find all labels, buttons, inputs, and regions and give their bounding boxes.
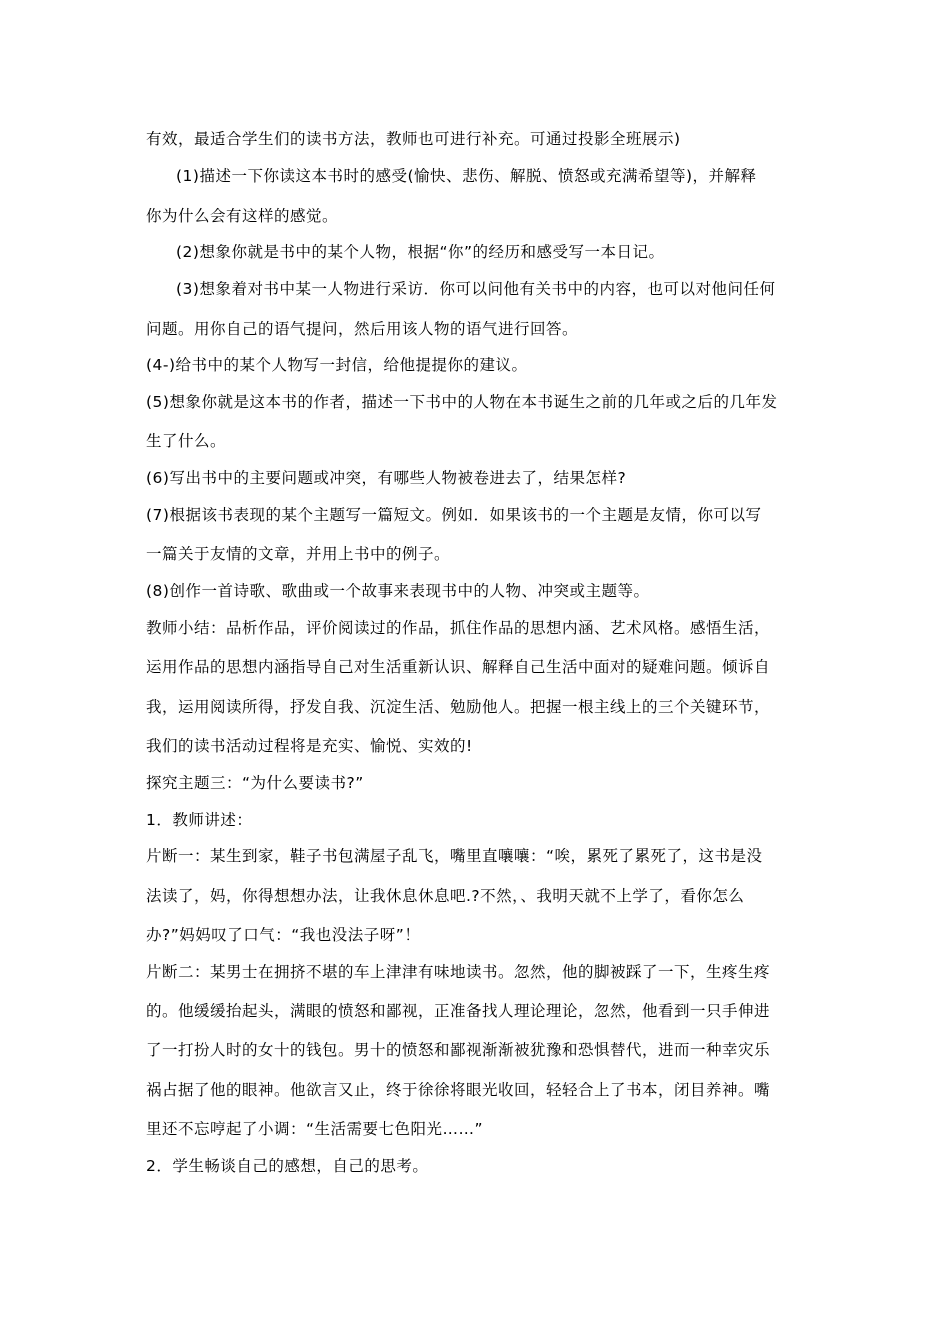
text-line: 一篇关于友情的文章，并用上书中的例子。 <box>146 545 451 563</box>
text-line: (3)想象着对书中某一人物进行采访．你可以问他有关书中的内容，也可以对他问任何 <box>176 280 776 298</box>
text-line: (2)想象你就是书中的某个人物，根据“你”的经历和感受写一本日记。 <box>176 243 665 261</box>
text-line: 教师小结：品析作品，评价阅读过的作品，抓住作品的思想内涵、艺术风格。感悟生活， <box>146 619 771 637</box>
text-line: (1)描述一下你读这本书时的感受(愉快、悲伤、解脱、愤怒或充满希望等)，并解释 <box>176 167 757 185</box>
text-line: (6)写出书中的主要问题或冲突，有哪些人物被卷进去了，结果怎样? <box>146 469 627 487</box>
text-line: 法读了，妈，你得想想办法，让我休息休息吧.?不然，、我明天就不上学了，看你怎么 <box>146 887 745 905</box>
text-line: 问题。用你自己的语气提问，然后用该人物的语气进行回答。 <box>146 320 579 338</box>
text-line: 的。他缓缓抬起头，满眼的愤怒和鄙视，正准备找人理论理论，忽然，他看到一只手伸进 <box>146 1002 771 1020</box>
text-line: 我，运用阅读所得，抒发自我、沉淀生活、勉励他人。把握一根主线上的三个关键环节， <box>146 698 771 716</box>
text-line: (5)想象你就是这本书的作者，描述一下书中的人物在本书诞生之前的几年或之后的几年发 <box>146 393 778 411</box>
text-line: 片断一：某生到家，鞋子书包满屋子乱飞，嘴里直嚷嚷：“唉，累死了累死了，这书是没 <box>146 847 763 865</box>
text-line: 办?”妈妈叹了口气：“我也没法子呀”！ <box>146 926 421 944</box>
text-line: 生了什么。 <box>146 432 227 450</box>
text-line: 片断二：某男士在拥挤不堪的车上津津有味地读书。忽然，他的脚被踩了一下，生疼生疼 <box>146 963 771 981</box>
text-line: (8)创作一首诗歌、歌曲或一个故事来表现书中的人物、冲突或主题等。 <box>146 582 650 600</box>
text-line: 我们的读书活动过程将是充实、愉悦、实效的! <box>146 737 473 755</box>
text-line: 运用作品的思想内涵指导自己对生活重新认识、解释自己生活中面对的疑难问题。倾诉自 <box>146 658 771 676</box>
text-line: 2．学生畅谈自己的感想，自己的思考。 <box>146 1157 429 1175</box>
text-line: 祸占据了他的眼神。他欲言又止，终于徐徐将眼光收回，轻轻合上了书本，闭目养神。嘴 <box>146 1081 771 1099</box>
text-line: 你为什么会有这样的感觉。 <box>146 207 339 225</box>
text-line: 探究主题三：“为什么要读书?” <box>146 774 364 792</box>
text-line: (4-)给书中的某个人物写一封信，给他提提你的建议。 <box>146 356 528 374</box>
text-line: 了一打扮人时的女十的钱包。男十的愤怒和鄙视渐渐被犹豫和恐惧替代，进而一种幸灾乐 <box>146 1041 771 1059</box>
text-line: (7)根据该书表现的某个主题写一篇短文。例如．如果该书的一个主题是友情，你可以写 <box>146 506 762 524</box>
text-line: 里还不忘哼起了小调：“生活需要七色阳光……” <box>146 1120 484 1138</box>
text-line: 1．教师讲述： <box>146 811 253 829</box>
text-line: 有效，最适合学生们的读书方法，教师也可进行补充。可通过投影全班展示) <box>146 130 681 148</box>
